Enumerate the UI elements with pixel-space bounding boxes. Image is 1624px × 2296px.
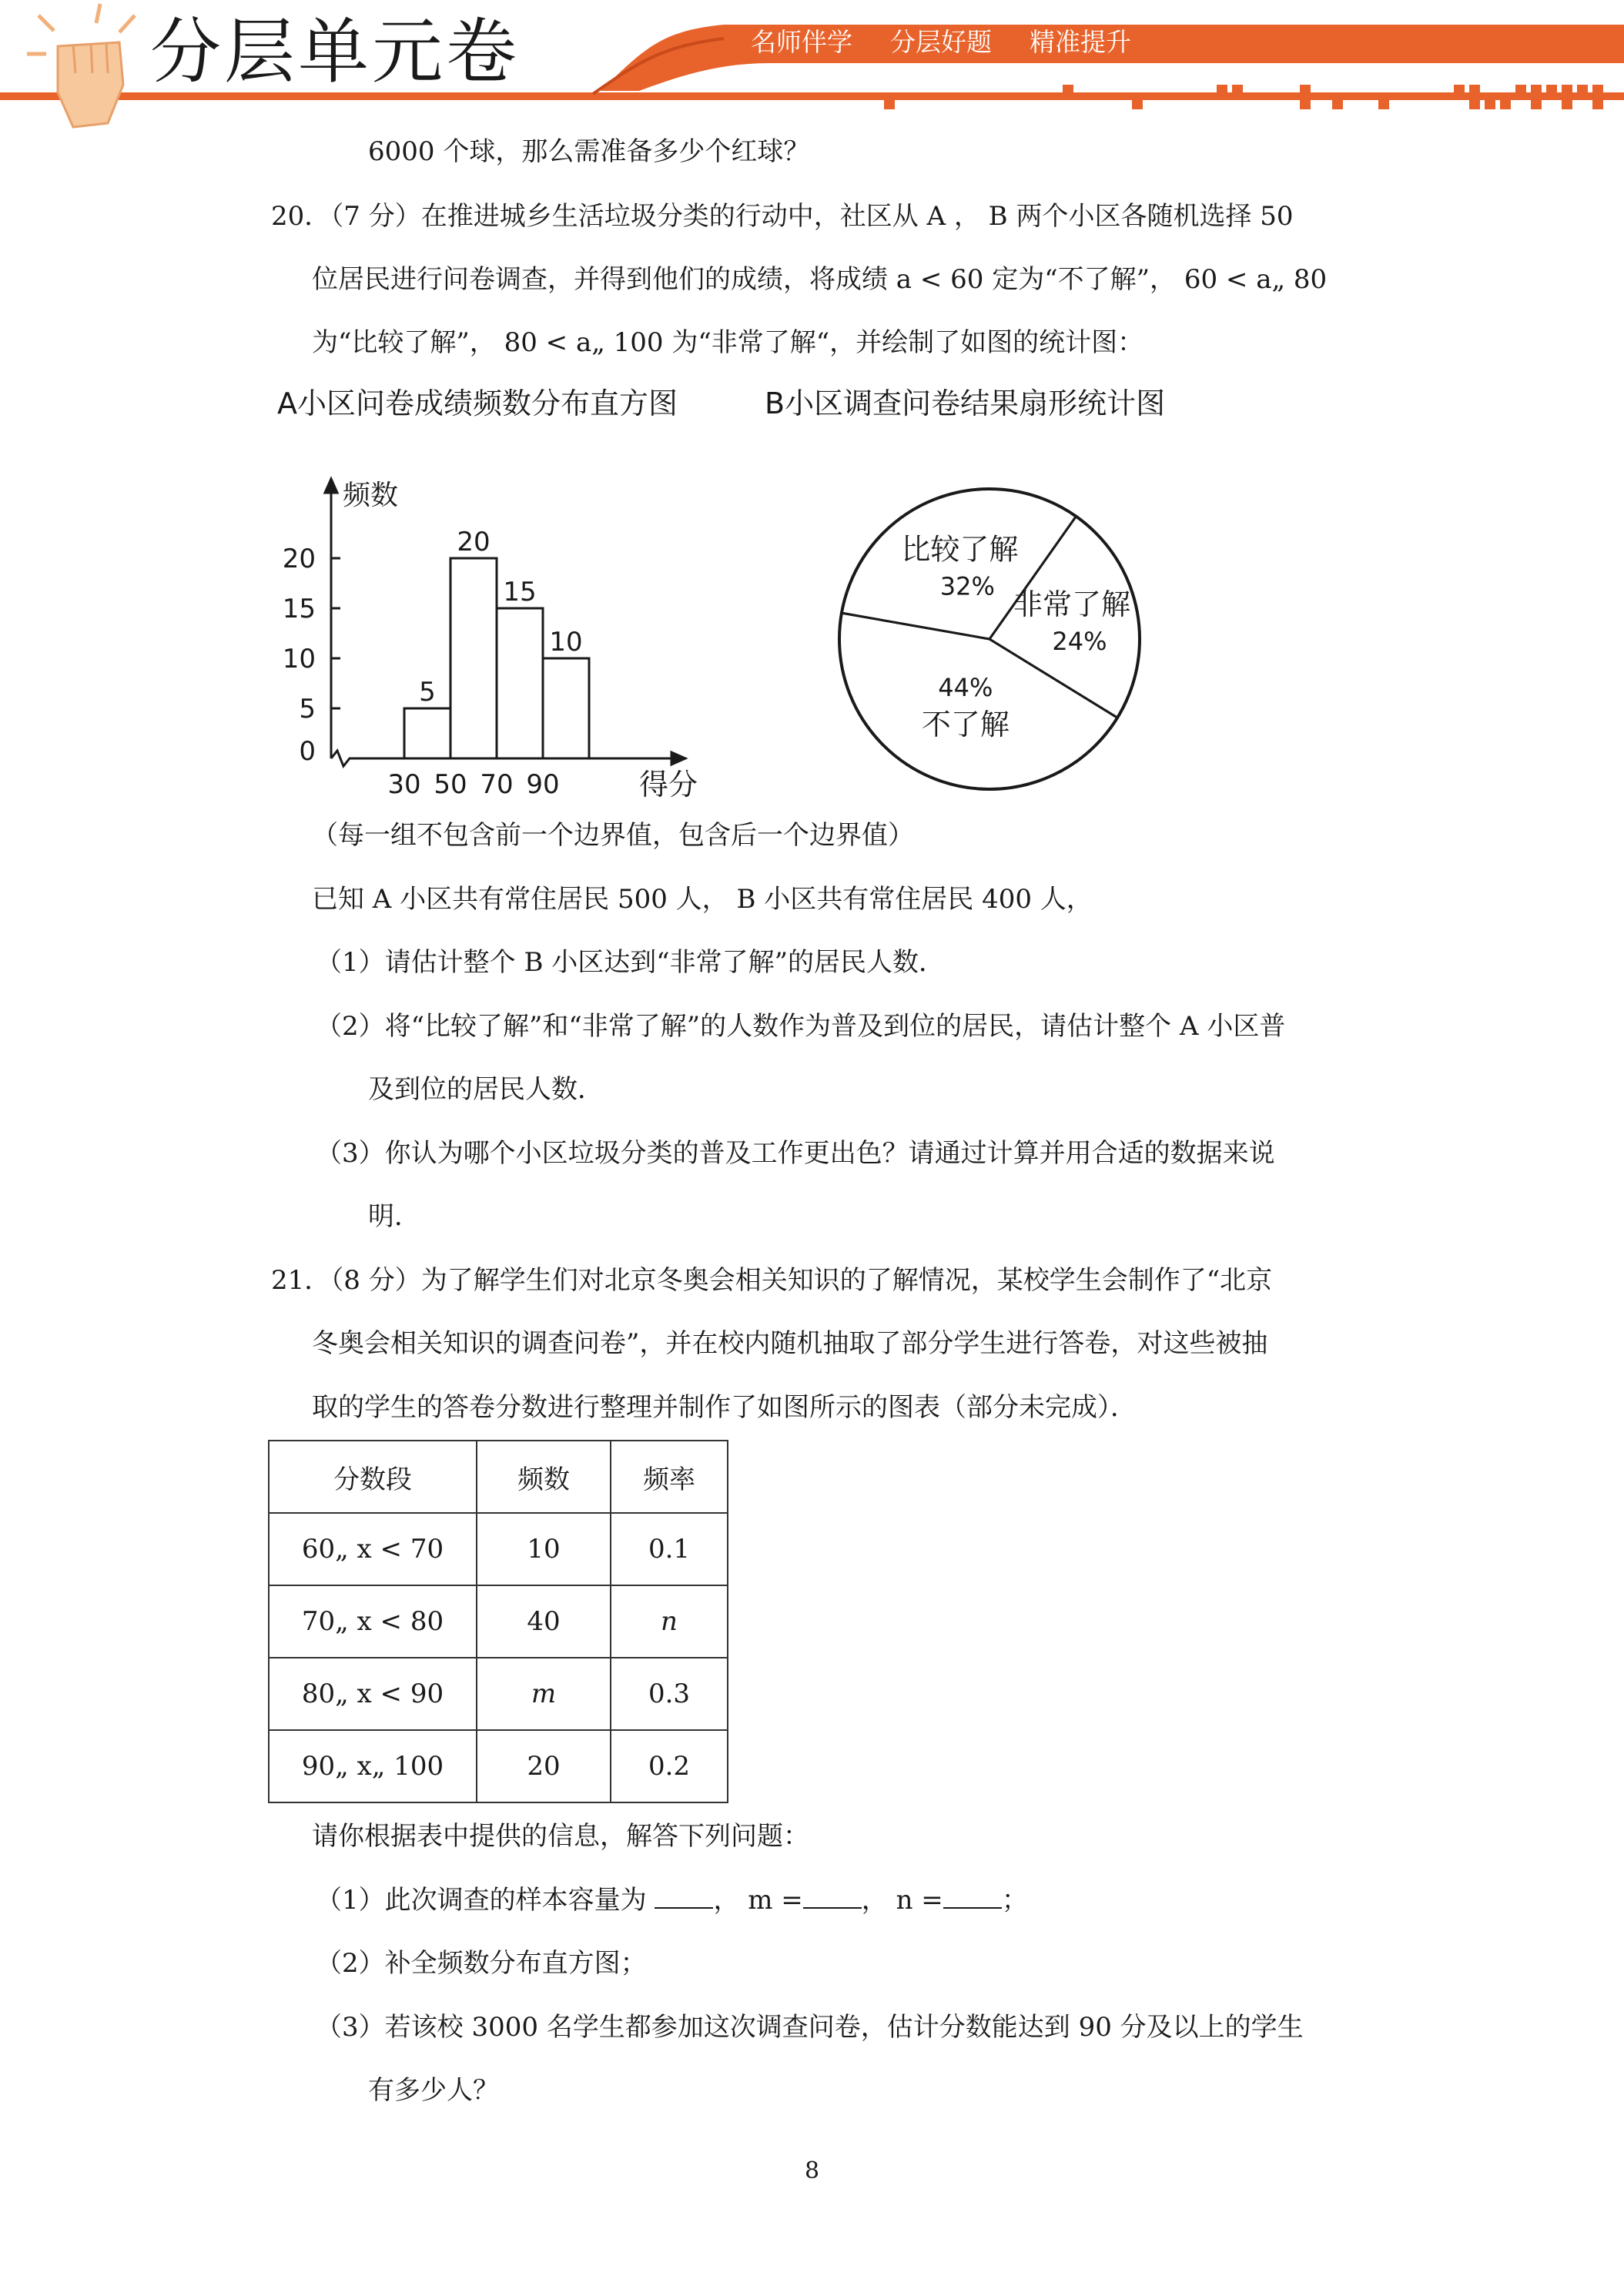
hist-data-label: 20 — [457, 527, 491, 557]
pie-slice-label: 比较了解 — [901, 532, 1019, 567]
q20-sub-2a: （2）将“比较了解”和“非常了解”的人数作为普及到位的居民，请估计整个 A 小区普 — [316, 1011, 1286, 1042]
hist-y-tick-label: 15 — [282, 594, 316, 624]
hist-x-tick-label: 50 — [434, 769, 467, 800]
hist-y-tick-label: 0 — [299, 736, 316, 767]
table-cell: 40 — [477, 1585, 611, 1658]
q21-line-1: 21．（8 分）为了解学生们对北京冬奥会相关知识的了解情况，某校学生会制作了“北京 — [271, 1265, 1273, 1296]
q21-sub-1-text: （1）此次调查的样本容量为 — [316, 1885, 655, 1916]
hist-data-label: 5 — [419, 677, 436, 708]
hist-bar — [497, 608, 543, 758]
table-cell: n — [611, 1585, 728, 1658]
q21-sub-1-end: ； — [1001, 1885, 1028, 1916]
pie-caption: B小区调查问卷结果扇形统计图 — [765, 387, 1166, 420]
q20-sub-1: （1）请估计整个 B 小区达到“非常了解”的居民人数． — [316, 947, 945, 978]
table-cell: 80„ x < 90 — [269, 1658, 477, 1730]
answer-blank[interactable] — [655, 1881, 713, 1909]
q20-line-2: 位居民进行问卷调查，并得到他们的成绩，将成绩 a < 60 定为“不了解”， 60 < a„ 80 — [312, 264, 1328, 295]
hist-y-tick-label: 20 — [282, 544, 316, 574]
hist-x-tick-label: 90 — [526, 769, 560, 800]
hist-x-label: 得分 — [639, 768, 698, 802]
table-row — [269, 1513, 728, 1585]
answer-blank[interactable] — [943, 1881, 1002, 1909]
table-header-cell: 分数段 — [269, 1441, 477, 1513]
hist-bar — [404, 708, 450, 758]
table-cell: m — [477, 1658, 611, 1730]
hist-bar — [450, 558, 497, 758]
q21-sub-1-m: ， m = — [713, 1885, 803, 1916]
pie-percent-label: 32% — [939, 571, 995, 601]
hist-y-label: 频数 — [343, 480, 399, 511]
q20-known: 已知 A 小区共有常住居民 500 人， B 小区共有常住居民 400 人， — [312, 884, 1093, 915]
hist-x-tick-label: 30 — [387, 769, 421, 800]
q21-sub-3b: 有多少人？ — [368, 2075, 499, 2106]
hist-y-tick-label: 10 — [282, 644, 316, 674]
table-header-row — [269, 1441, 728, 1513]
table-cell: 10 — [477, 1513, 611, 1585]
pie-percent-label: 24% — [1052, 627, 1107, 657]
table-cell: 90„ x„ 100 — [269, 1730, 477, 1802]
table-cell: 0.2 — [611, 1730, 728, 1802]
table-cell: 60„ x < 70 — [269, 1513, 477, 1585]
q21-sub-3a: （3）若该校 3000 名学生都参加这次调查问卷，估计分数能达到 90 分及以上的学生 — [316, 2012, 1304, 2043]
table-header-cell: 频数 — [477, 1441, 611, 1513]
table-row — [269, 1730, 728, 1802]
q20-note: （每一组不包含前一个边界值，包含后一个边界值） — [312, 820, 914, 851]
q20-sub-2b: 及到位的居民人数． — [368, 1074, 604, 1105]
pie-percent-label: 44% — [938, 673, 993, 703]
table-row — [269, 1585, 728, 1658]
hist-bar — [543, 658, 589, 758]
frequency-table — [268, 1440, 728, 1803]
q20-line-1: 20．（7 分）在推进城乡生活垃圾分类的行动中，社区从 A ， B 两个小区各随机选择 50 — [271, 201, 1294, 232]
table-cell: 0.1 — [611, 1513, 728, 1585]
page-number: 8 — [804, 2157, 820, 2184]
continuation-line: 6000 个球，那么需准备多少个红球？ — [368, 136, 810, 167]
q21-sub-2: （2）补全频数分布直方图； — [316, 1948, 647, 1979]
hist-data-label: 10 — [549, 627, 583, 658]
q21-line-3: 取的学生的答卷分数进行整理并制作了如图所示的图表（部分未完成）． — [312, 1392, 1137, 1423]
pie-chart — [828, 477, 1151, 801]
header-slogan: 名师伴学 分层好题 精准提升 — [751, 27, 1131, 57]
table-header-cell: 频率 — [611, 1441, 728, 1513]
q21-sub-1 — [316, 1881, 1028, 1919]
q21-sub-1-n: ， n = — [861, 1885, 943, 1916]
pie-slice-label: 非常了解 — [1013, 587, 1130, 622]
hist-x-tick-label: 70 — [480, 769, 514, 800]
q21-line-2: 冬奥会相关知识的调查问卷”，并在校内随机抽取了部分学生进行答卷，对这些被抽 — [312, 1328, 1268, 1359]
table-cell: 70„ x < 80 — [269, 1585, 477, 1658]
raised-fist-icon — [23, 0, 154, 131]
table-row — [269, 1658, 728, 1730]
brand-title: 分层单元卷 — [150, 11, 521, 93]
histogram-chart — [277, 470, 724, 808]
hist-y-tick-label: 5 — [299, 694, 316, 725]
q20-line-3: 为“比较了解”， 80 < a„ 100 为“非常了解“，并绘制了如图的统计图： — [312, 327, 1144, 358]
table-cell: 0.3 — [611, 1658, 728, 1730]
answer-blank[interactable] — [803, 1881, 862, 1909]
histogram-caption: A小区问卷成绩频数分布直方图 — [277, 387, 678, 420]
q21-prompt: 请你根据表中提供的信息，解答下列问题： — [312, 1821, 809, 1852]
hist-data-label: 15 — [503, 577, 537, 607]
q20-sub-3a: （3）你认为哪个小区垃圾分类的普及工作更出色？请通过计算并用合适的数据来说 — [316, 1138, 1275, 1169]
pie-slice-label: 不了解 — [921, 708, 1010, 742]
q20-sub-3b: 明． — [368, 1201, 420, 1232]
table-cell: 20 — [477, 1730, 611, 1802]
